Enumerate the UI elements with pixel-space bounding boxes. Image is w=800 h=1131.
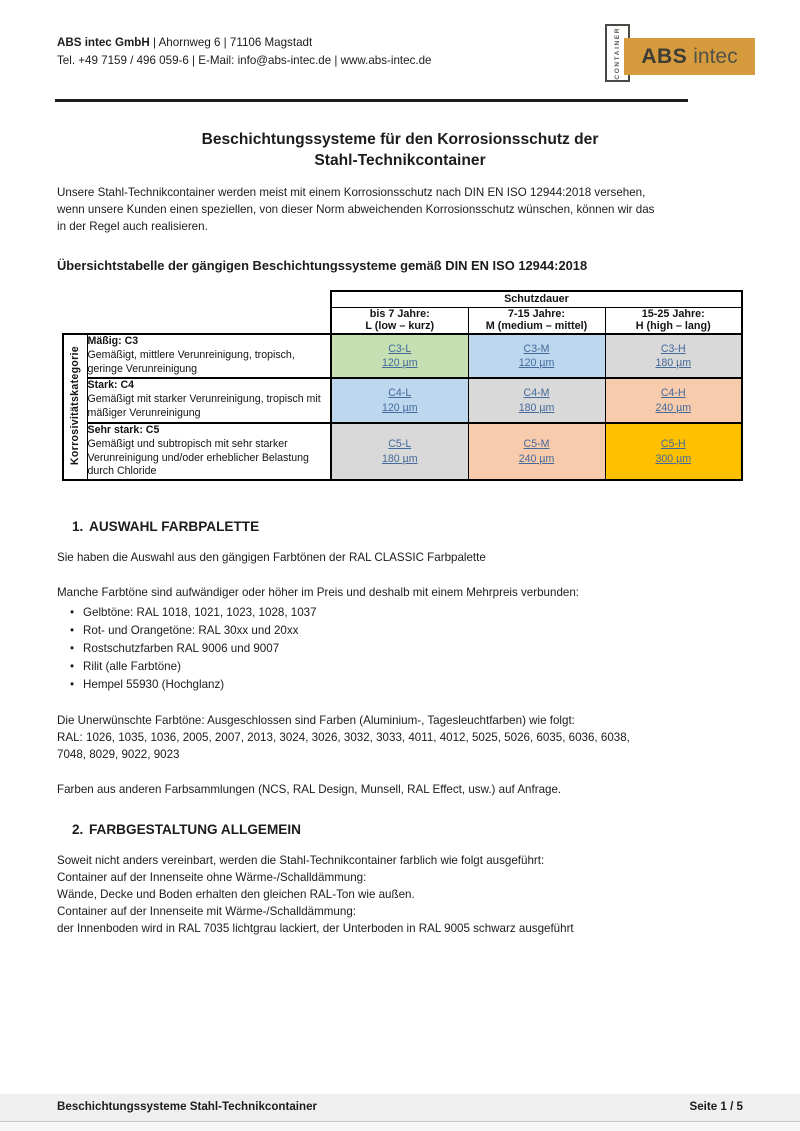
coating-code-link[interactable]: C3-M — [523, 342, 550, 355]
list-item: • Rilit (alle Farbtöne) — [57, 658, 743, 676]
coating-thickness-link[interactable]: 240 µm — [518, 452, 555, 465]
coating-code-link[interactable]: C4-M — [523, 387, 550, 399]
column-header-line: L (low – kurz) — [365, 320, 435, 333]
coating-code-link[interactable]: C4-H — [660, 387, 686, 399]
section1-para2: Manche Farbtöne sind aufwändiger oder höher im Preis und deshalb mit einem Mehrpreis verbunden: — [57, 586, 580, 600]
page-title-line2: Stahl-Technikcontainer — [314, 152, 486, 169]
letterhead-line2: Tel. +49 7159 / 496 059-6 | E-Mail: info@abs-intec.de | www.abs-intec.de — [57, 54, 432, 67]
section1-heading — [57, 519, 743, 534]
system-cell-c4m — [468, 378, 605, 423]
coating-code-link[interactable]: C5-M — [523, 438, 550, 451]
table-row-c3 — [63, 334, 742, 378]
column-header-M — [468, 307, 605, 334]
category-title: Stark: C4 — [87, 379, 135, 391]
column-header-line: 15-25 Jahre: — [641, 307, 705, 320]
intro-line: Unsere Stahl-Technikcontainer werden meist mit einem Korrosionsschutz nach DIN EN ISO 12944:2018 versehen, — [57, 186, 646, 199]
section2-line: der Innenboden wird in RAL 7035 lichtgrau lackiert, der Unterboden in RAL 9005 schwarz ausgeführt — [57, 922, 574, 936]
list-item: • Hempel 55930 (Hochglanz) — [57, 676, 743, 694]
category-cell-c3 — [87, 334, 331, 378]
column-header-line: M (medium – mittel) — [485, 320, 588, 333]
coating-systems-table — [62, 290, 743, 481]
section1-title: AUSWAHL FARBPALETTE — [89, 519, 260, 535]
footer-bottom-strip — [0, 1122, 800, 1131]
column-header-line: 7-15 Jahre: — [507, 307, 566, 320]
list-item: • Gelbtöne: RAL 1018, 1021, 1023, 1028, 1037 — [57, 604, 743, 622]
section1-para4: Farben aus anderen Farbsammlungen (NCS, RAL Design, Munsell, RAL Effect, usw.) auf Anfrage. — [57, 783, 562, 797]
table-heading: Übersichtstabelle der gängigen Beschichtungssysteme gemäß DIN EN ISO 12944:2018 — [57, 258, 588, 273]
list-item: • Rot- und Orangetöne: RAL 30xx und 20xx — [57, 622, 743, 640]
coating-thickness-link[interactable]: 180 µm — [655, 357, 692, 369]
coating-code-link[interactable]: C3-L — [388, 342, 412, 355]
column-header-line: H (high – lang) — [635, 320, 711, 333]
coating-code-link[interactable]: C4-L — [388, 387, 412, 399]
section2-heading — [57, 822, 743, 837]
coating-thickness-link[interactable]: 120 µm — [518, 357, 555, 369]
company-name: ABS intec GmbH — [57, 36, 150, 49]
section2-line: Soweit nicht anders vereinbart, werden die Stahl-Technikcontainer farblich wie folgt ausgeführt: — [57, 854, 545, 868]
section2-line: Container auf der Innenseite mit Wärme-/Schalldämmung: — [57, 905, 356, 919]
company-logo — [605, 22, 755, 84]
row-axis-label-text: Korrosivitätskategorie — [69, 346, 82, 466]
page-title — [57, 129, 743, 171]
excluded-colors-line: 7048, 8029, 9022, 9023 — [57, 748, 180, 762]
coating-code-link[interactable]: C5-L — [388, 438, 412, 451]
section2-title: FARBGESTALTUNG ALLGEMEIN — [89, 822, 301, 838]
system-cell-c3l — [331, 334, 468, 378]
coating-thickness-link[interactable]: 180 µm — [518, 401, 555, 414]
category-desc: Gemäßigt mit starker Verunreinigung, tropisch mit mäßiger Verunreinigung — [87, 392, 321, 419]
section1-number: 1. — [72, 519, 84, 535]
excluded-colors-line: Die Unerwünschte Farbtöne: Ausgeschlossen sind Farben (Aluminium-, Tagesleuchtfarben) wie folgt: — [57, 714, 575, 728]
intro-paragraph — [57, 184, 743, 235]
system-cell-c5h — [605, 423, 742, 480]
header-divider — [55, 99, 688, 102]
category-desc: Gemäßigt und subtropisch mit sehr starker Verunreinigung und/oder erheblicher Belastung durch Chloride — [87, 437, 309, 478]
page-title-line1: Beschichtungssysteme für den Korrosionsschutz der — [201, 131, 599, 148]
system-cell-c4h — [605, 378, 742, 423]
section2-number: 2. — [72, 822, 84, 838]
footer-text-row — [57, 1099, 743, 1115]
coating-code-link[interactable]: C5-H — [660, 438, 686, 451]
table-row-c4 — [63, 378, 742, 423]
coating-code-link[interactable]: C3-H — [660, 342, 686, 355]
footer-document-title: Beschichtungssysteme Stahl-Technikcontainer — [57, 1100, 318, 1113]
page-footer — [0, 1094, 800, 1131]
column-header-line: bis 7 Jahre: — [369, 307, 430, 320]
company-address: | Ahornweg 6 | 71106 Magstadt — [149, 36, 313, 49]
system-cell-c4l — [331, 378, 468, 423]
section1-para1: Sie haben die Auswahl aus den gängigen Farbtönen der RAL CLASSIC Farbpalette — [57, 551, 486, 565]
coating-thickness-link[interactable]: 180 µm — [381, 452, 418, 465]
system-cell-c5l — [331, 423, 468, 480]
column-header-H — [605, 307, 742, 334]
intro-line: wenn unsere Kunden einen speziellen, von dieser Norm abweichenden Korrosionsschutz wünschen, können wir das — [57, 203, 655, 216]
section2-line: Container auf der Innenseite ohne Wärme-/Schalldämmung: — [57, 871, 367, 885]
table-blank-corner — [63, 291, 331, 307]
intro-line: in der Regel auch realisieren. — [57, 220, 208, 233]
system-cell-c5m — [468, 423, 605, 480]
section2-paragraph — [57, 852, 743, 937]
logo-brand-plate — [624, 38, 755, 75]
coating-thickness-link[interactable]: 120 µm — [381, 357, 418, 369]
system-cell-c3m — [468, 334, 605, 378]
coating-thickness-link[interactable]: 120 µm — [381, 401, 418, 414]
row-axis-label — [63, 334, 87, 480]
section2-line: Wände, Decke und Boden erhalten den gleichen RAL-Ton wie außen. — [57, 888, 415, 902]
category-cell-c5 — [87, 423, 331, 480]
logo-brand-bold: ABS — [641, 44, 688, 68]
excluded-colors-paragraph — [57, 712, 743, 763]
list-item: • Rostschutzfarben RAL 9006 und 9007 — [57, 640, 743, 658]
surcharge-color-list — [57, 604, 743, 694]
column-header-L — [331, 307, 468, 334]
excluded-colors-line: RAL: 1026, 1035, 1036, 2005, 2007, 2013, 3024, 3026, 3032, 3033, 4011, 4012, 5025, 5026, 6035, 6036, 6038, — [57, 731, 630, 745]
footer-page-number: Seite 1 / 5 — [689, 1100, 743, 1113]
logo-vertical-text: CONTAINER — [614, 26, 621, 80]
category-desc: Gemäßigt, mittlere Verunreinigung, tropisch, geringe Verunreinigung — [87, 348, 295, 375]
table-span-header: Schutzdauer — [331, 291, 742, 307]
coating-thickness-link[interactable]: 240 µm — [655, 401, 692, 414]
category-title: Sehr stark: C5 — [87, 424, 160, 436]
logo-brand-light: intec — [693, 44, 738, 68]
table-blank-corner — [63, 307, 331, 334]
category-title: Mäßig: C3 — [87, 335, 139, 347]
table-row-c5 — [63, 423, 742, 480]
system-cell-c3h — [605, 334, 742, 378]
category-cell-c4 — [87, 378, 331, 423]
coating-thickness-link[interactable]: 300 µm — [655, 452, 692, 465]
